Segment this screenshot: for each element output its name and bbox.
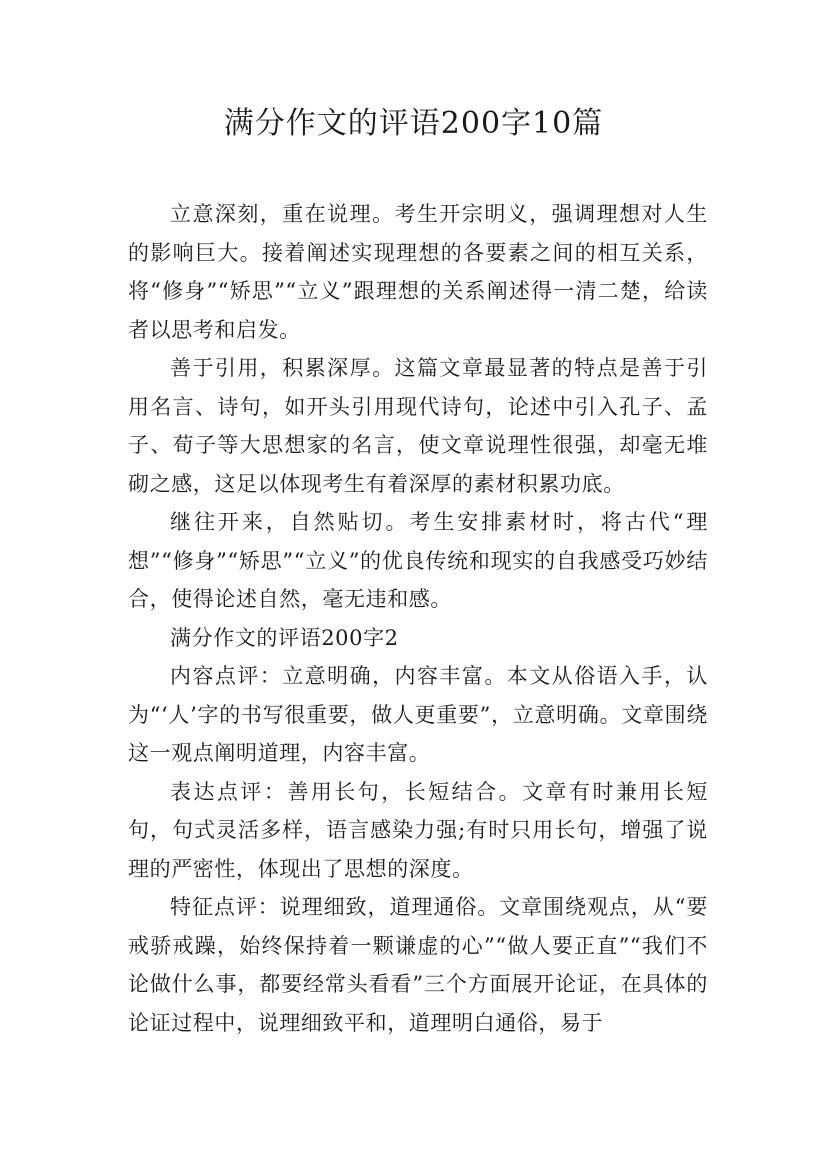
section-heading: 满分作文的评语200字2 (170, 625, 399, 650)
paragraph-1: 立意深刻，重在说理。考生开宗明义，强调理想对人生的影响巨大。接着阐述实现理想的各要素之间的相互关系，将“修身”“矫思”“立义”跟理想的关系阐述得一清二楚，给读者以思考和启发。 (128, 202, 708, 342)
paragraph-3: 继往开来，自然贴切。考生安排素材时，将古代“理想”“修身”“矫思”“立义”的优良传统和现实的自我感受巧妙结合，使得论述自然，毫无违和感。 (128, 510, 708, 611)
paragraph-5: 表达点评：善用长句，长短结合。文章有时兼用长短句，句式灵活多样，语言感染力强;有时只用长句，增强了说理的严密性，体现出了思想的深度。 (128, 779, 708, 881)
paragraph-2: 善于引用，积累深厚。这篇文章最显著的特点是善于引用名言、诗句，如开头引用现代诗句，论述中引入孔子、孟子、荀子等大思想家的名言，使文章说理性很强，却毫无堆砌之感，这足以体现考生有着深厚的素材积累功底。 (128, 356, 708, 496)
paragraph-6: 特征点评：说理细致，道理通俗。文章围绕观点，从“要戒骄戒躁，始终保持着一颗谦虚的心”“做人要正直”“我们不论做什么事，都要经常头看看”三个方面展开论证，在具体的论证过程中，说理细致平和，道理明白通俗，易于 (128, 895, 708, 1035)
paragraph-4: 内容点评：立意明确，内容丰富。本文从俗语入手，认为“‘人’字的书写很重要，做人更重要”，立意明确。文章围绕这一观点阐明道理，内容丰富。 (128, 664, 708, 765)
document-title: 满分作文的评语200字10篇 (223, 106, 604, 141)
document-body (128, 195, 708, 1042)
